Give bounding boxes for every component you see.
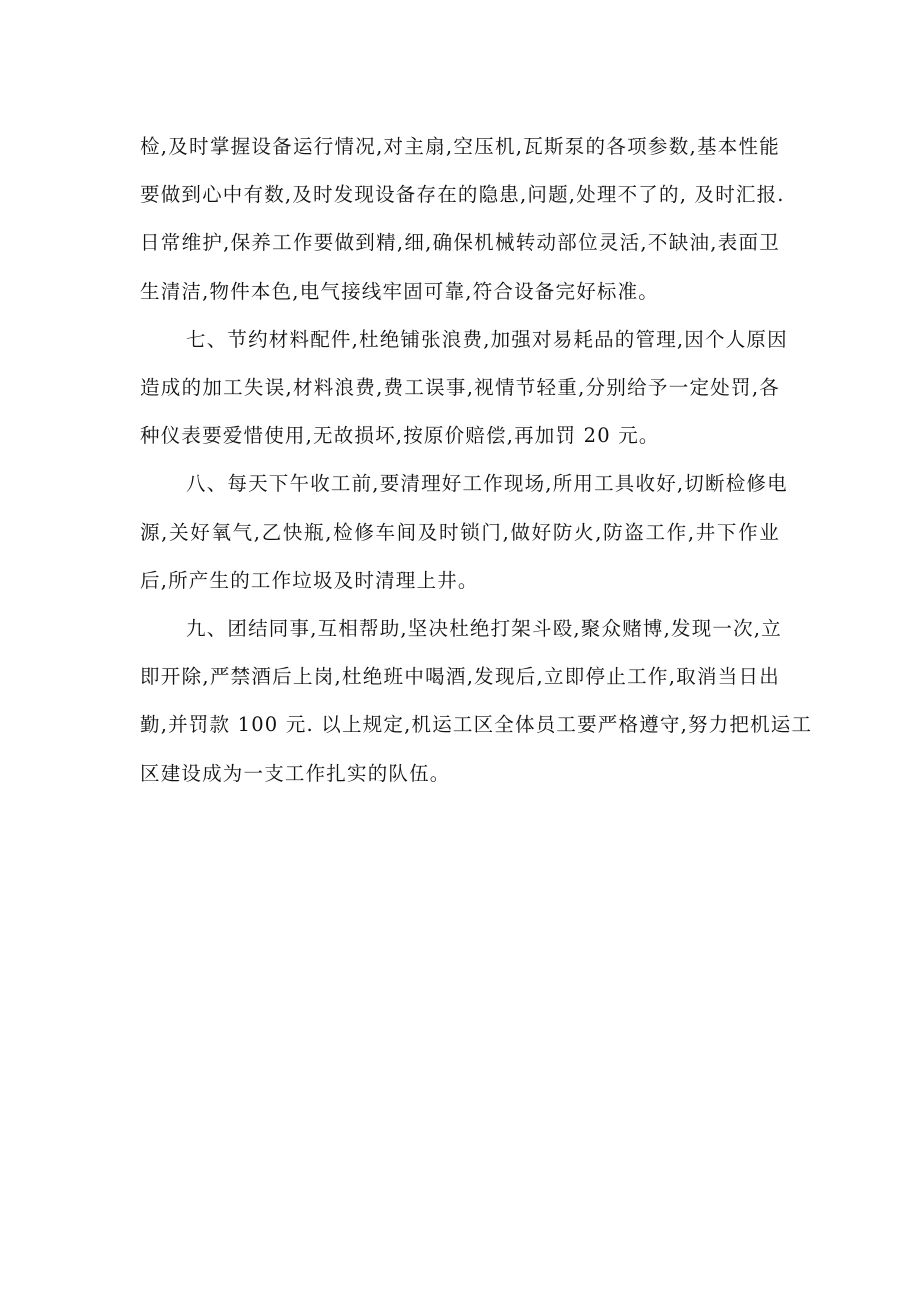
text-line: 八、每天下午收工前,要清理好工作现场,所用工具收好,切断检修电 [186, 472, 788, 496]
paragraph-item-8 [140, 460, 788, 605]
text-line: 生清洁,物件本色,电气接线牢固可靠,符合设备完好标准。 [140, 279, 659, 303]
paragraph-continuation [140, 123, 785, 316]
text-line: 后,所产生的工作垃圾及时清理上井。 [140, 568, 479, 592]
text-line: 要做到心中有数,及时发现设备存在的隐患,问题,处理不了的, 及时汇报. [140, 183, 785, 207]
text-line: 种仪表要爱惜使用,无故损坏,按原价赔偿,再加罚 20 元。 [140, 424, 660, 448]
body-text [140, 123, 813, 798]
paragraph-item-9 [140, 605, 813, 798]
text-line: 区建设成为一支工作扎实的队伍。 [140, 761, 451, 785]
text-line: 勤,并罚款 100 元. 以上规定,机运工区全体员工要严格遵守,努力把机运工 [140, 713, 813, 737]
paragraph-item-7 [140, 316, 788, 461]
text-line: 造成的加工失误,材料浪费,费工误事,视情节轻重,分别给予一定处罚,各 [140, 376, 780, 400]
text-line: 日常维护,保养工作要做到精,细,确保机械转动部位灵活,不缺油,表面卫 [140, 231, 780, 255]
text-line: 即开除,严禁酒后上岗,杜绝班中喝酒,发现后,立即停止工作,取消当日出 [140, 665, 780, 689]
text-line: 九、团结同事,互相帮助,坚决杜绝打架斗殴,聚众赌博,发现一次,立 [186, 617, 782, 641]
text-line: 源,关好氧气,乙快瓶,检修车间及时锁门,做好防火,防盗工作,井下作业 [140, 520, 780, 544]
text-line: 七、节约材料配件,杜绝铺张浪费,加强对易耗品的管理,因个人原因 [186, 327, 788, 351]
text-line: 检,及时掌握设备运行情况,对主扇,空压机,瓦斯泵的各项参数,基本性能 [140, 135, 780, 158]
